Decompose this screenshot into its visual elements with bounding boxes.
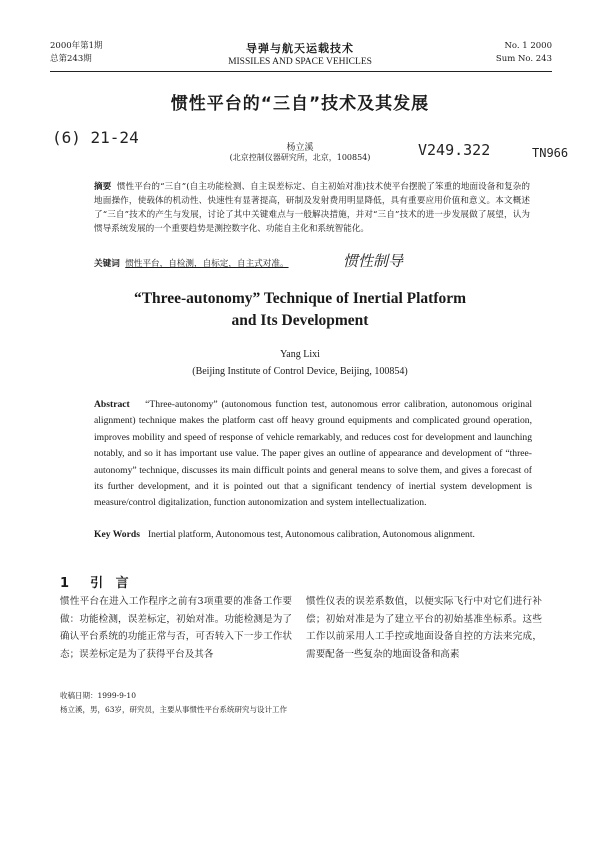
handwritten-signature: 惯性制导: [343, 252, 404, 270]
abstract-en-label: Abstract: [94, 399, 130, 410]
abstract-cn-label: 摘要: [94, 182, 112, 192]
header-sum-en: Sum No. 243: [495, 54, 552, 64]
abstract-en: [94, 397, 532, 512]
keywords-cn-label: 关键词: [94, 259, 120, 269]
handwritten-classification: V249.322: [418, 141, 491, 159]
header-rule: [50, 71, 552, 72]
body-column-left: 惯性平台在进入工作程序之前有3项重要的准备工作要做：功能检测，误差标定，初始对准。功能检测是为了确认平台系统的功能正常与否，可否转入下一步工作状态；误差标定是为了获得平台及其各: [60, 596, 292, 660]
keywords-en-label: Key Words: [94, 529, 140, 540]
affiliation-en: (Beijing Institute of Control Device, Beijing, 100854): [192, 366, 408, 377]
body-column-right: 惯性仪表的误差系数值，以便实际飞行中对它们进行补偿；初始对准是为了建立平台的初始基准坐标系。这些工作以前采用人工手控或地面设备自控的方法来完成，需要配备一些复杂的地面设备和高素: [306, 596, 542, 660]
journal-name-en: MISSILES AND SPACE VEHICLES: [228, 57, 372, 67]
header-issue: 2000年第1期: [50, 41, 103, 51]
title-cn: 惯性平台的“三自”技术及其发展: [170, 94, 430, 114]
section-title: 引 言: [90, 576, 133, 591]
keywords-cn: [94, 257, 289, 269]
author-en: Yang Lixi: [280, 349, 320, 360]
header-right: [496, 40, 552, 66]
abstract-en-text: “Three-autonomy” (autonomous function test, autonomous error calibration, autonomous original alignment) technique makes the platform cast off heavy ground equipments and complicated ground operation, improves mobility and speed of response of vehicle remarkably, and reduces cost for development and launching notably, and so it has important use value. The paper gives an outline of appearance and development of “three-autonomy” technique, discusses its main difficult points and general means to solve them, and gives a forecast of its further development, and it is pointed out that a significant tendency of inertial system development is measure/control digitalization, function autonomization and system intellectualization.: [94, 399, 532, 509]
journal-name-cn: 导弹与航天运载技术: [246, 42, 354, 55]
keywords-en-text: Inertial platform, Autonomous test, Autonomous calibration, Autonomous alignment.: [147, 529, 475, 540]
section-number: 1: [60, 576, 74, 591]
header-issue-en: No. 1 2000: [504, 41, 552, 51]
abstract-cn-text: 惯性平台的“三自”(自主功能检测、自主误差标定、自主初始对准)技术使平台摆脱了笨重的地面设备和复杂的地面操作，使载体的机动性、快速性有显著提高，研制及发射费用明显降低，具有重要应用价值和意义。本文概述了“三自”技术的产生与发展，讨论了其中关键难点与一般解决措施，并对“三自”技术的进一步发展做了展望，认为惯导系统发展的一个重要趋势是测控数字化、功能自主化和系统智能化。: [94, 182, 530, 234]
section-heading: [60, 572, 133, 591]
footnote-received: 收稿日期：1999-9-10: [60, 691, 136, 700]
handwritten-code: TN966: [532, 146, 569, 160]
title-en-line1: “Three-autonomy” Technique of Inertial Platform: [133, 290, 467, 307]
title-en-line2: and Its Development: [231, 312, 369, 329]
title-en: [0, 288, 600, 332]
handwritten-pages: (6) 21-24: [52, 128, 139, 147]
keywords-cn-text: 惯性平台，自检测，自标定，自主式对准。: [125, 259, 289, 269]
footnote-author-bio: 杨立溪，男，63岁，研究员，主要从事惯性平台系统研究与设计工作: [60, 705, 288, 714]
abstract-cn: [94, 180, 530, 236]
header-total-issue: 总第243期: [50, 54, 92, 64]
affiliation-cn: (北京控制仪器研究所，北京，100854): [229, 153, 371, 162]
author-cn: 杨立溪: [286, 143, 314, 153]
keywords-en: [94, 527, 532, 542]
